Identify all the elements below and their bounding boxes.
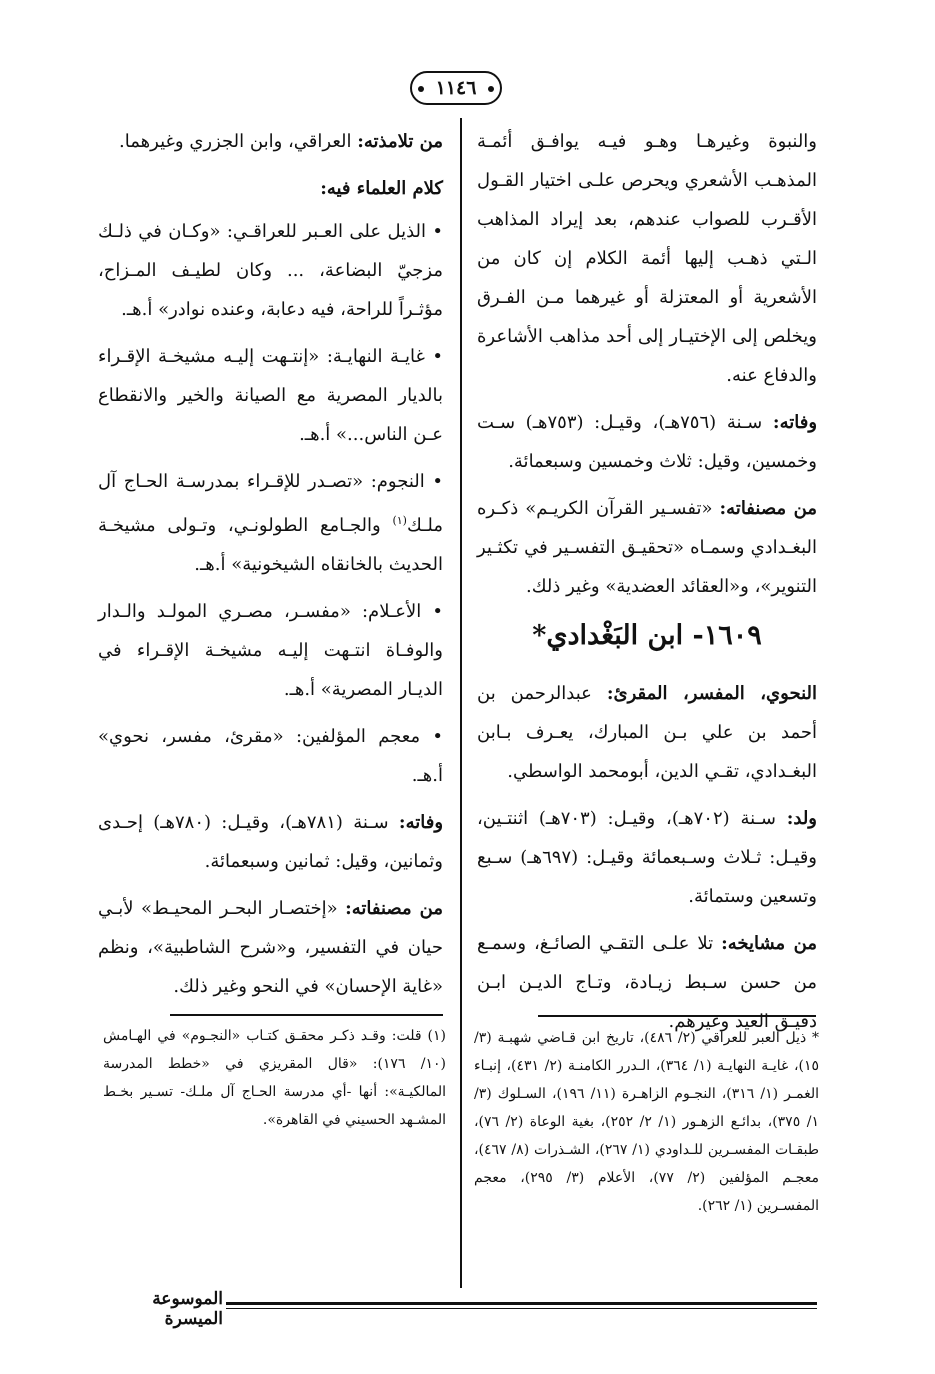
footer-rule: [226, 1302, 817, 1305]
students-text: العراقي، وابن الجزري وغيرهما.: [119, 131, 358, 152]
death-label: وفاته:: [398, 812, 444, 833]
footnote-divider: [170, 1014, 443, 1016]
column-divider: [460, 118, 462, 1288]
footnote-marker: (١): [392, 514, 407, 527]
right-column: [477, 122, 817, 1049]
death-text: سـنة (٧٥٦هـ)، وقيـل: (٧٥٣هـ) سـت وخمسين، وقيل: ثلاث وخمسين وسبعمائة.: [477, 412, 817, 472]
quote-text: • النجوم: «تصـدر للإقـراء بمدرسـة الحـاج آل ملـك: [98, 471, 443, 536]
quote-item: • الأعـلام: «مفسـر، مصـري المولـد والـدار والوفـاة انتـهت إليـه مشيخـة الإقـراء في الديـار المصرية» أ.هـ.: [98, 601, 443, 700]
scholars-heading: كلام العلماء فيه:: [320, 178, 443, 199]
teachers-text: تلا علـى التقـي الصائـغ، وسمـع من حسن سـبط زيـادة، وتـاج الديـن ابـن دقيـق العيد وغيرهم.: [477, 933, 817, 1032]
works-label: من مصنفاته:: [719, 498, 818, 519]
footnote-1: (١) قلت: وقـد ذكـر محقـق كتـاب «النجـوم» في الهـامش (١٠/ ١٧٦): «قال المقريزي في «خطط المدرسة المالكيـة»: أنها -أي مدرسة الحـاج آل ملـك- تسـير بخـط المشـهد الحسيني في القاهرة».: [103, 1028, 446, 1128]
death-paragraph: [477, 403, 817, 481]
quote-item: • الذيل على العـبر للعراقـي: «وكـان في ذلـك مزجيّ البضاعة، ... وكان لطيـف المـزاح، مؤثـراً للراحة، فيه دعابة، وعنده نوادر» أ.هـ.: [98, 221, 443, 320]
works-paragraph: [98, 889, 443, 1006]
works-text: «تفسـير القرآن الكريـم» ذكـره البغـدادي وسمـاه «تحقيـق التفسـير في تكثـير التنوير»، و«العقائد العضدية» وغير ذلك.: [477, 498, 817, 597]
works-text: «إختصـار البحـر المحيـط» لأبـي حيان في التفسير، و«شرح الشاطبية»، ونظم «غاية الإحسان» في النحو وغير ذلك.: [98, 898, 443, 997]
quote-item: • غايـة النهايـة: «إنتـهت إليـه مشيخـة الإقـراء بالديار المصرية مع الصيانة والخير والانقطاع عـن الناس...» أ.هـ.: [98, 346, 443, 445]
teachers-label: من مشايخه:: [721, 933, 818, 954]
footnote-divider: [538, 1015, 816, 1017]
bio-label: النحوي، المفسر، المقرئ:: [606, 683, 817, 704]
bio-paragraph: [477, 674, 817, 791]
page-number: ١١٤٦: [410, 71, 502, 105]
sources-footnote: * ذيل العبر للعراقي (٢/ ٤٨٦)، تاريخ ابن قـاضي شهبـة (٣/ ١٥)، غايـة النهايـة (١/ ٣٦٤)، الـدرر الكامنـة (٢/ ٤٣١)، إنبـاء الغمـر (١/ ٣١٦)، النجـوم الزاهـرة (١١/ ١٩٦)، السـلوك (٣/ ١/ ٣٧٥)، بدائـع الزهـور (١/ ٢/ ٢٥٢)، بغية الوعاة (٢/ ٧٦)، طبقـات المفسـرين للـداودي (١/ ٢٦٧)، الشـذرات (٨/ ٤٦٧)، معجـم المؤلفين (٢/ ٧٧)، الأعلام (٣/ ٢٩٥)، معجم المفسـرين (١/ ٢٦٢).: [474, 1030, 820, 1214]
quote-item: [98, 462, 443, 584]
death-paragraph: [98, 803, 443, 881]
born-paragraph: [477, 799, 817, 916]
students-label: من تلامذته:: [357, 131, 443, 152]
born-label: ولد:: [786, 808, 818, 829]
entry-heading: ١٦٠٩- ابن البَغْدادي*: [532, 620, 762, 651]
death-text: سـنة (٧٨١هـ)، وقيـل: (٧٨٠هـ) إحـدى وثمانين، وقيل: ثمانين وسبعمائة.: [98, 812, 443, 872]
students-paragraph: [98, 122, 443, 161]
born-text: سـنة (٧٠٢هـ)، وقيـل: (٧٠٣هـ) اثنتـين، وقيـل: ثـلاث وسـبعمائة وقيـل: (٦٩٧هـ) سـبع وتسعين وستمائة.: [477, 808, 817, 907]
footer-title: الموسوعة الميسرة: [152, 1289, 223, 1329]
bio-text: عبدالرحمن بن أحمد بن علي بـن المبارك، يعـرف بـابن البغـدادي، تقـي الدين، أبومحمد الواسطي.: [477, 683, 817, 782]
quote-item: • معجم المؤلفين: «مقرئ، مفسر، نحوي» أ.هـ.: [98, 726, 443, 786]
works-label: من مصنفاته:: [345, 898, 443, 919]
quote-text: والجـامع الطولونـي، وتـولى مشيخـة الحديث بالخانقاه الشيخونية» أ.هـ.: [98, 515, 443, 575]
works-paragraph: [477, 489, 817, 606]
left-column: [98, 122, 443, 1014]
intro-paragraph: والنبوة وغيرهـا وهـو فيـه يوافـق أئمـة المذهـب الأشعري ويحرص علـى اختيار القـول الأقـرب للصواب عندهم، بعد إيراد المذاهب الـتي ذهـب إليها أئمة الكلام إن كان من الأشعرية أو المعتزلة أو غيرهما مـن الفـرق ويخلص إلى الإختيـار إلى أحد مذاهب الأشاعرة والدفاع عنه.: [477, 131, 817, 386]
death-label: وفاته:: [772, 412, 818, 433]
